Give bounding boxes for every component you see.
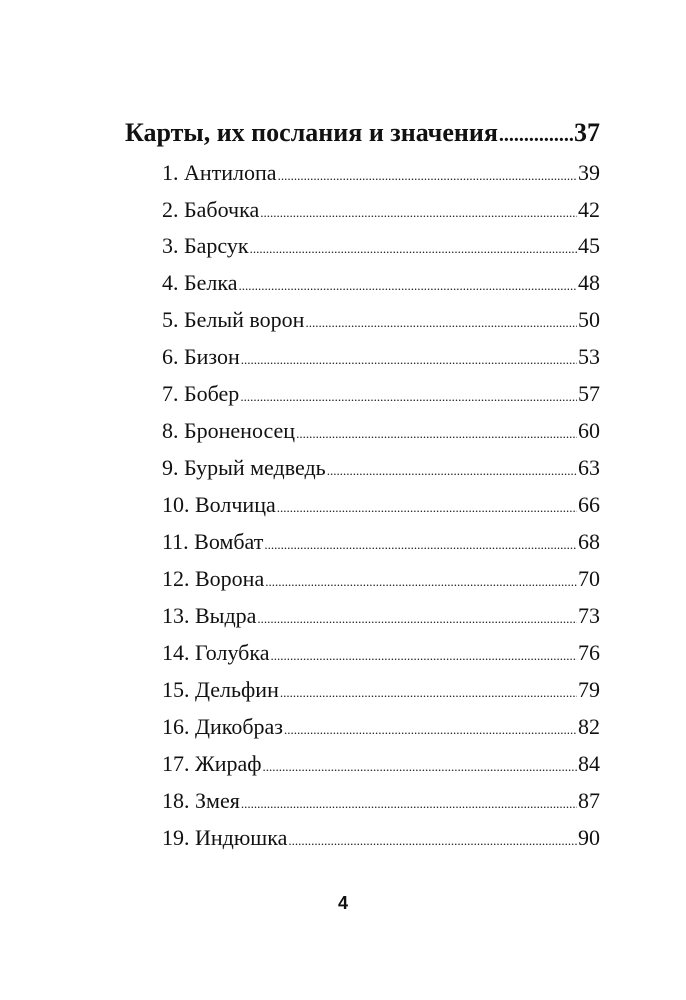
toc-entry[interactable] [162,160,600,190]
toc-entry-label: 3. Барсук [162,233,249,258]
toc-entry-page: 57 [578,381,600,406]
toc-entry-page: 66 [578,492,600,517]
toc-dot-leader [241,353,577,366]
toc-entry-page: 63 [578,455,600,480]
toc-entry[interactable] [162,640,600,670]
toc-entry[interactable] [162,381,600,411]
toc-entry-page: 50 [578,307,600,332]
toc-entry-page: 39 [578,160,600,185]
toc-entry-label: 14. Голубка [162,640,270,665]
toc-entry[interactable] [162,603,600,633]
toc-entry-label: 16. Дикобраз [162,714,283,739]
toc-dot-leader [264,538,577,551]
toc-entry[interactable] [162,418,600,448]
toc-entry[interactable] [162,307,600,337]
toc-entry-page: 60 [578,418,600,443]
toc-section-page: 37 [574,118,600,147]
toc-dot-leader [265,575,577,588]
toc-dot-leader [263,760,577,773]
page-number: 4 [337,893,348,913]
toc-entry-label: 7. Бобер [162,381,240,406]
toc-entry-label: 15. Дельфин [162,677,279,702]
toc-dot-leader [271,649,578,662]
toc-entry-label: 10. Волчица [162,492,276,517]
toc-dot-leader [288,834,577,847]
toc-entry-label: 8. Броненосец [162,418,296,443]
toc-section-heading[interactable] [125,118,600,154]
toc-entry[interactable] [162,825,600,855]
toc-entry[interactable] [162,566,600,596]
toc-entry-label: 11. Вомбат [162,529,264,554]
toc-entry[interactable] [162,492,600,522]
toc-entry-label: 5. Белый ворон [162,307,305,332]
toc-entry[interactable] [162,344,600,374]
toc-dot-leader [250,242,577,255]
toc-entry-page: 76 [578,640,600,665]
toc-entry[interactable] [162,233,600,263]
toc-dot-leader [499,125,573,145]
toc-entry[interactable] [162,529,600,559]
toc-entry-page: 79 [578,677,600,702]
toc-entry-label: 9. Бурый медведь [162,455,326,480]
toc-entry-page: 82 [578,714,600,739]
toc-entry-label: 1. Антилопа [162,160,277,185]
toc-entry-page: 73 [578,603,600,628]
toc-entry-page: 68 [578,529,600,554]
toc-dot-leader [327,464,577,477]
toc-dot-leader [239,279,578,292]
toc-dot-leader [257,612,577,625]
toc-entry[interactable] [162,455,600,485]
toc-entry-page: 42 [578,197,600,222]
toc-dot-leader [277,501,577,514]
toc-entry-label: 6. Бизон [162,344,240,369]
toc-entry[interactable] [162,714,600,744]
toc-entry-page: 53 [578,344,600,369]
toc-entry-label: 19. Индюшка [162,825,288,850]
toc-entry-page: 70 [578,566,600,591]
toc-entry[interactable] [162,270,600,300]
toc-entry-label: 13. Выдра [162,603,257,628]
toc-entry-label: 17. Жираф [162,751,262,776]
toc-entry-label: 2. Бабочка [162,197,260,222]
toc-entry-label: 12. Ворона [162,566,265,591]
toc-entry-page: 84 [578,751,600,776]
toc-entry[interactable] [162,197,600,227]
toc-entry-page: 48 [578,270,600,295]
toc-section-title: Карты, их послания и значения [125,118,498,147]
toc-dot-leader [241,797,577,810]
toc-dot-leader [296,427,577,440]
toc-entry[interactable] [162,677,600,707]
toc-entry[interactable] [162,751,600,781]
toc-entry-label: 18. Змея [162,788,240,813]
toc-entry[interactable] [162,788,600,818]
toc-dot-leader [240,390,577,403]
toc-entry-label: 4. Белка [162,270,238,295]
toc-dot-leader [284,723,577,736]
toc-dot-leader [305,316,577,329]
toc-entry-page: 90 [578,825,600,850]
toc-dot-leader [260,206,577,219]
toc-dot-leader [280,686,577,699]
toc-dot-leader [278,169,577,182]
toc-entry-page: 87 [578,788,600,813]
toc-entry-page: 45 [578,233,600,258]
